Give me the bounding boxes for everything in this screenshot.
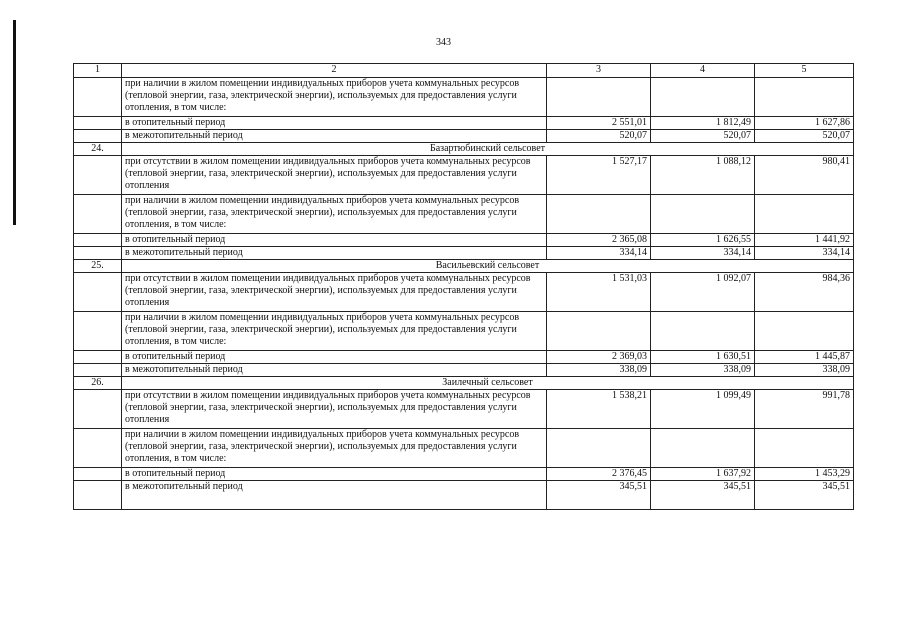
table-row: [74, 130, 854, 143]
row-label: при наличии в жилом помещении индивидуальных приборов учета коммунальных ресурсов (тепловой энергии, газа, электрической энергии), используемых для предоставления услуги отопления, в том числе:: [122, 195, 547, 234]
value-cell: 345,51: [651, 481, 755, 510]
value-cell: 2 365,08: [547, 234, 651, 247]
value-cell: 1 630,51: [651, 351, 755, 364]
table-row: [74, 78, 854, 117]
row-label: в межотопительный период: [122, 130, 547, 143]
row-label: в отопительный период: [122, 117, 547, 130]
value-cell: 520,07: [755, 130, 854, 143]
column-header: 4: [651, 64, 755, 78]
table-row: [74, 364, 854, 377]
page-number: 343: [436, 37, 451, 48]
row-label: в отопительный период: [122, 351, 547, 364]
row-label: при наличии в жилом помещении индивидуальных приборов учета коммунальных ресурсов (тепловой энергии, газа, электрической энергии), используемых для предоставления услуги отопления, в том числе:: [122, 429, 547, 468]
table-row: [74, 429, 854, 468]
value-cell: 345,51: [755, 481, 854, 510]
row-label: в межотопительный период: [122, 481, 547, 510]
table-row: [74, 247, 854, 260]
table-row: [74, 468, 854, 481]
column-header: 2: [122, 64, 547, 78]
table-row: [74, 156, 854, 195]
value-cell: 1 453,29: [755, 468, 854, 481]
column-header: 3: [547, 64, 651, 78]
value-cell: 1 445,87: [755, 351, 854, 364]
value-cell: 984,36: [755, 273, 854, 312]
table-row: [74, 312, 854, 351]
value-cell: 1 527,17: [547, 156, 651, 195]
table-row: [74, 273, 854, 312]
value-cell: 345,51: [547, 481, 651, 510]
value-cell: 2 376,45: [547, 468, 651, 481]
row-label: в отопительный период: [122, 468, 547, 481]
value-cell: 1 092,07: [651, 273, 755, 312]
council-index: 26.: [74, 377, 122, 390]
value-cell: 991,78: [755, 390, 854, 429]
council-name: Заилечный сельсовет: [122, 377, 854, 390]
value-cell: 2 551,01: [547, 117, 651, 130]
value-cell: 1 626,55: [651, 234, 755, 247]
row-label: при отсутствии в жилом помещении индивидуальных приборов учета коммунальных ресурсов (тепловой энергии, газа, электрической энергии), используемых для предоставления услуги отопления: [122, 156, 547, 195]
value-cell: 1 088,12: [651, 156, 755, 195]
tariff-table: [73, 63, 854, 510]
value-cell: 1 812,49: [651, 117, 755, 130]
row-label: в отопительный период: [122, 234, 547, 247]
row-label: при наличии в жилом помещении индивидуальных приборов учета коммунальных ресурсов (тепловой энергии, газа, электрической энергии), используемых для предоставления услуги отопления, в том числе:: [122, 78, 547, 117]
value-cell: 520,07: [651, 130, 755, 143]
header-row: [74, 64, 854, 78]
column-header: 1: [74, 64, 122, 78]
value-cell: 1 441,92: [755, 234, 854, 247]
council-index: 24.: [74, 143, 122, 156]
value-cell: 1 531,03: [547, 273, 651, 312]
value-cell: 1 627,86: [755, 117, 854, 130]
value-cell: 1 099,49: [651, 390, 755, 429]
table-row: [74, 195, 854, 234]
table-row: [74, 351, 854, 364]
value-cell: 338,09: [651, 364, 755, 377]
value-cell: 338,09: [547, 364, 651, 377]
value-cell: 1 538,21: [547, 390, 651, 429]
table-row: [74, 117, 854, 130]
binding-margin-line: [13, 20, 16, 225]
value-cell: 2 369,03: [547, 351, 651, 364]
council-header-row: [74, 143, 854, 156]
table-row: [74, 390, 854, 429]
value-cell: 1 637,92: [651, 468, 755, 481]
table-row: [74, 234, 854, 247]
value-cell: 334,14: [755, 247, 854, 260]
column-header: 5: [755, 64, 854, 78]
row-label: при наличии в жилом помещении индивидуальных приборов учета коммунальных ресурсов (тепловой энергии, газа, электрической энергии), используемых для предоставления услуги отопления, в том числе:: [122, 312, 547, 351]
council-header-row: [74, 260, 854, 273]
council-header-row: [74, 377, 854, 390]
row-label: в межотопительный период: [122, 247, 547, 260]
value-cell: 520,07: [547, 130, 651, 143]
council-name: Базартюбинский сельсовет: [122, 143, 854, 156]
row-label: в межотопительный период: [122, 364, 547, 377]
row-label: при отсутствии в жилом помещении индивидуальных приборов учета коммунальных ресурсов (тепловой энергии, газа, электрической энергии), используемых для предоставления услуги отопления: [122, 390, 547, 429]
value-cell: 338,09: [755, 364, 854, 377]
value-cell: 334,14: [547, 247, 651, 260]
value-cell: 334,14: [651, 247, 755, 260]
table-row: [74, 481, 854, 510]
council-index: 25.: [74, 260, 122, 273]
value-cell: 980,41: [755, 156, 854, 195]
row-label: при отсутствии в жилом помещении индивидуальных приборов учета коммунальных ресурсов (тепловой энергии, газа, электрической энергии), используемых для предоставления услуги отопления: [122, 273, 547, 312]
council-name: Васильевский сельсовет: [122, 260, 854, 273]
